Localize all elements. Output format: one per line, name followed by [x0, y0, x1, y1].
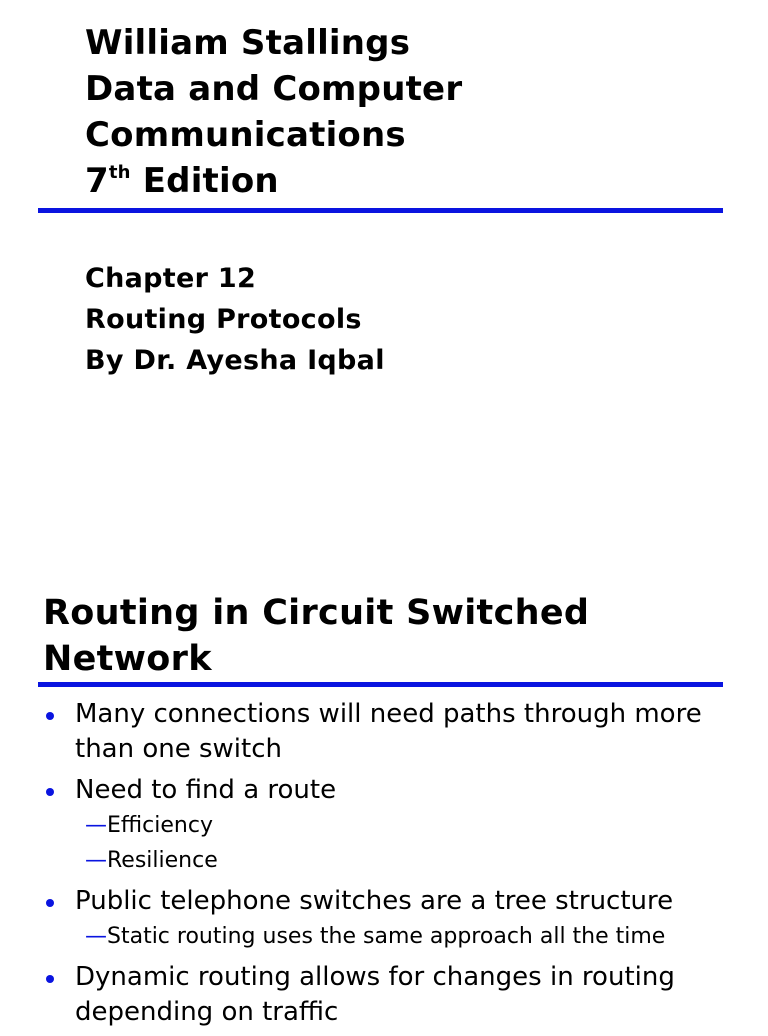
edition-line	[85, 158, 462, 204]
bullet-icon	[46, 899, 54, 907]
edition-suffix: th	[108, 162, 131, 183]
sub-bullet-list	[75, 919, 742, 954]
title-line: William Stallings	[85, 23, 411, 63]
dash-icon: —	[85, 848, 107, 873]
sub-bullet-item	[85, 843, 742, 878]
bullet-text: Need to find a route	[75, 775, 337, 805]
content-slide	[0, 560, 768, 1027]
dash-icon: —	[85, 924, 107, 949]
bullet-item	[42, 773, 742, 878]
sub-bullet-text: Resilience	[107, 848, 218, 873]
title-line: Communications	[85, 115, 406, 155]
bullet-text: Public telephone switches are a tree structure	[75, 886, 674, 916]
sub-bullet-item	[85, 808, 742, 843]
title-line: Data and Computer	[85, 69, 463, 109]
bullet-icon	[46, 788, 54, 796]
slide-title: Routing in Circuit Switched Network	[43, 593, 590, 679]
dash-icon: —	[85, 813, 107, 838]
edition-word: Edition	[130, 161, 279, 201]
bullet-icon	[46, 712, 54, 720]
sub-bullet-item	[85, 919, 742, 954]
bullet-list	[42, 697, 742, 1036]
sub-bullet-text: Static routing uses the same approach all the time	[107, 924, 666, 949]
bullet-icon	[46, 975, 54, 983]
chapter-title: Routing Protocols	[85, 304, 362, 335]
author-label: By Dr. Ayesha Iqbal	[85, 345, 385, 376]
slide-subtitle	[85, 258, 385, 381]
bullet-item	[42, 697, 742, 767]
slide-title	[85, 20, 462, 204]
bullet-text: Dynamic routing allows for changes in routing depending on traffic	[75, 962, 675, 1027]
edition-number: 7	[85, 161, 109, 201]
bullet-text: Many connections will need paths through more than one switch	[75, 699, 702, 764]
bullet-item	[42, 884, 742, 954]
sub-bullet-list	[75, 808, 742, 878]
chapter-label: Chapter 12	[85, 263, 257, 294]
bullet-item	[42, 960, 742, 1030]
sub-bullet-text: Efficiency	[107, 813, 213, 838]
title-divider	[38, 208, 723, 213]
title-divider	[38, 682, 723, 687]
